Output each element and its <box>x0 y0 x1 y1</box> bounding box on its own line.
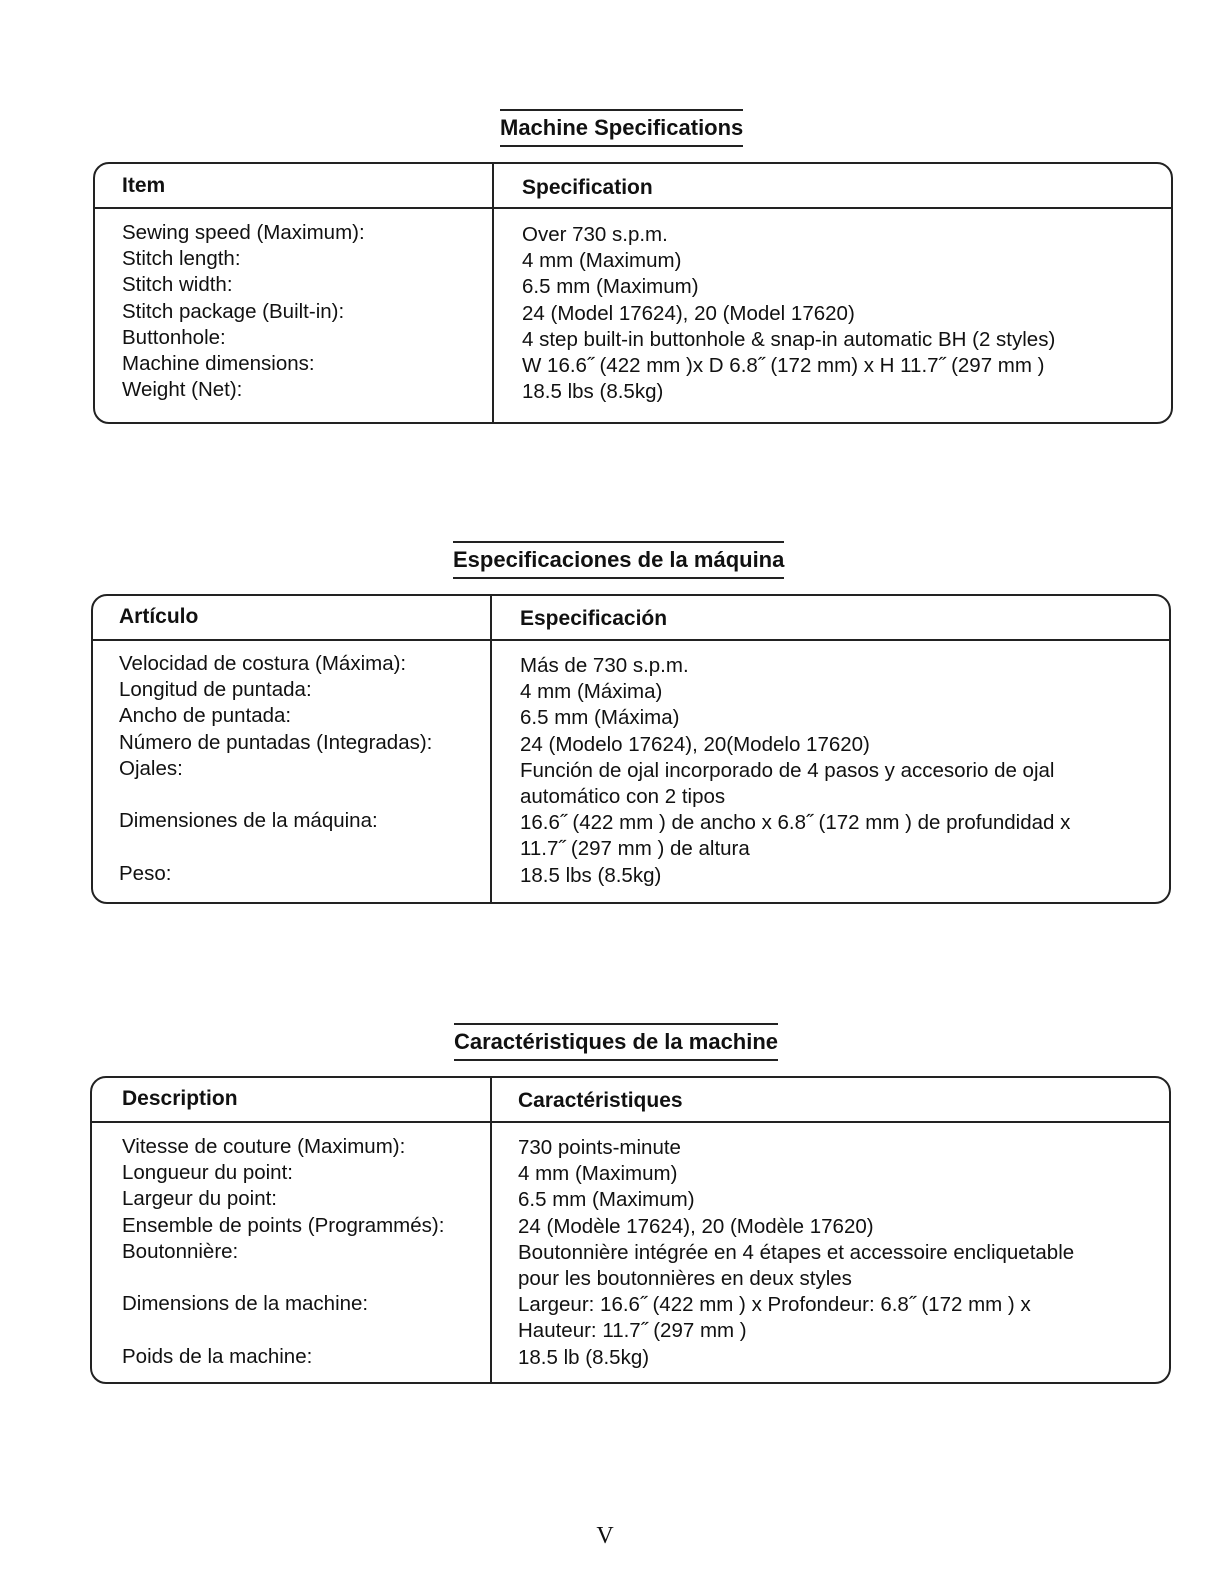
spanish-item: Número de puntadas (Integradas): <box>119 730 433 754</box>
english-item: Stitch width: <box>122 273 233 297</box>
spanish-spec-header: Especificación <box>520 607 668 630</box>
english-spec-header: Specification <box>522 176 653 199</box>
spanish-spec-column <box>520 653 1070 889</box>
spanish-item <box>119 782 432 808</box>
spanish-item: Longitud de puntada: <box>119 678 312 702</box>
french-spec: 6.5 mm (Maximum) <box>518 1188 695 1212</box>
french-item <box>122 1317 444 1343</box>
page-number: V <box>596 1523 614 1549</box>
spanish-item: Velocidad de costura (Máxima): <box>119 652 407 675</box>
english-spec: 4 mm (Maximum) <box>522 249 682 273</box>
french-column-divider <box>490 1078 492 1382</box>
french-header-rule <box>92 1121 1169 1123</box>
spanish-spec: 11.7˝ (297 mm ) de altura <box>520 837 750 861</box>
english-item: Sewing speed (Maximum): <box>122 221 365 244</box>
spanish-item: Peso: <box>119 861 172 885</box>
spanish-item: Ancho de puntada: <box>119 704 292 728</box>
spanish-spec: automático con 2 tipos <box>520 784 726 808</box>
spanish-spec: 4 mm (Máxima) <box>520 680 663 704</box>
english-item: Stitch package (Built-in): <box>122 299 345 323</box>
spanish-header-rule <box>93 639 1169 641</box>
english-section-title: Machine Specifications <box>500 109 743 147</box>
english-spec: 24 (Model 17624), 20 (Model 17620) <box>522 301 855 325</box>
french-item: Dimensions de la machine: <box>122 1292 369 1316</box>
spanish-spec: 18.5 lbs (8.5kg) <box>520 863 662 887</box>
french-item-column <box>122 1134 444 1370</box>
french-spec: Largeur: 16.6˝ (422 mm ) x Profondeur: 6.8˝ (172 mm ) x <box>518 1293 1031 1317</box>
spanish-spec: Función de ojal incorporado de 4 pasos y accesorio de ojal <box>520 758 1055 782</box>
french-spec-column <box>518 1135 1074 1371</box>
french-spec: 24 (Modèle 17624), 20 (Modèle 17620) <box>518 1214 874 1238</box>
french-item-header: Description <box>122 1087 238 1110</box>
french-item: Longueur du point: <box>122 1161 293 1185</box>
english-spec: Over 730 s.p.m. <box>522 223 668 246</box>
english-spec: 4 step built-in buttonhole & snap-in automatic BH (2 styles) <box>522 327 1056 351</box>
english-item: Machine dimensions: <box>122 351 315 375</box>
spanish-spec-table <box>91 594 1171 904</box>
spanish-item: Dimensiones de la máquina: <box>119 809 378 833</box>
spanish-spec: 16.6˝ (422 mm ) de ancho x 6.8˝ (172 mm ) de profundidad x <box>520 811 1071 835</box>
english-item: Weight (Net): <box>122 378 243 402</box>
french-spec-table <box>90 1076 1171 1384</box>
english-column-divider <box>492 164 494 422</box>
french-spec: 730 points-minute <box>518 1136 681 1159</box>
spanish-spec: 6.5 mm (Máxima) <box>520 706 680 730</box>
spanish-item-column <box>119 651 432 887</box>
spanish-item-header: Artículo <box>119 605 199 628</box>
spanish-column-divider <box>490 596 492 902</box>
french-spec: pour les boutonnières en deux styles <box>518 1266 852 1290</box>
french-spec: Hauteur: 11.7˝ (297 mm ) <box>518 1319 747 1343</box>
french-section-title: Caractéristiques de la machine <box>454 1023 778 1061</box>
french-spec-header: Caractéristiques <box>518 1089 683 1112</box>
english-item: Buttonhole: <box>122 325 226 349</box>
english-item-column <box>122 220 365 403</box>
french-item: Ensemble de points (Programmés): <box>122 1213 445 1237</box>
french-spec: Boutonnière intégrée en 4 étapes et accessoire encliquetable <box>518 1240 1075 1264</box>
english-spec-column <box>522 222 1055 405</box>
spanish-section-title: Especificaciones de la máquina <box>453 541 784 579</box>
french-item: Poids de la machine: <box>122 1344 313 1368</box>
english-spec: W 16.6˝ (422 mm )x D 6.8˝ (172 mm) x H 11.7˝ (297 mm ) <box>522 353 1045 377</box>
english-item-header: Item <box>122 174 166 197</box>
french-item: Largeur du point: <box>122 1187 278 1211</box>
english-header-rule <box>95 207 1171 209</box>
spanish-item: Ojales: <box>119 756 183 780</box>
french-item: Vitesse de couture (Maximum): <box>122 1135 406 1158</box>
french-item: Boutonnière: <box>122 1239 239 1263</box>
english-item: Stitch length: <box>122 247 241 271</box>
english-spec-table <box>93 162 1173 424</box>
french-spec: 4 mm (Maximum) <box>518 1162 678 1186</box>
french-spec: 18.5 lb (8.5kg) <box>518 1345 650 1369</box>
english-spec: 18.5 lbs (8.5kg) <box>522 380 664 404</box>
english-spec: 6.5 mm (Maximum) <box>522 275 699 299</box>
spanish-spec: Más de 730 s.p.m. <box>520 654 689 677</box>
french-item <box>122 1265 444 1291</box>
spanish-item <box>119 834 432 860</box>
spanish-spec: 24 (Modelo 17624), 20(Modelo 17620) <box>520 732 870 756</box>
